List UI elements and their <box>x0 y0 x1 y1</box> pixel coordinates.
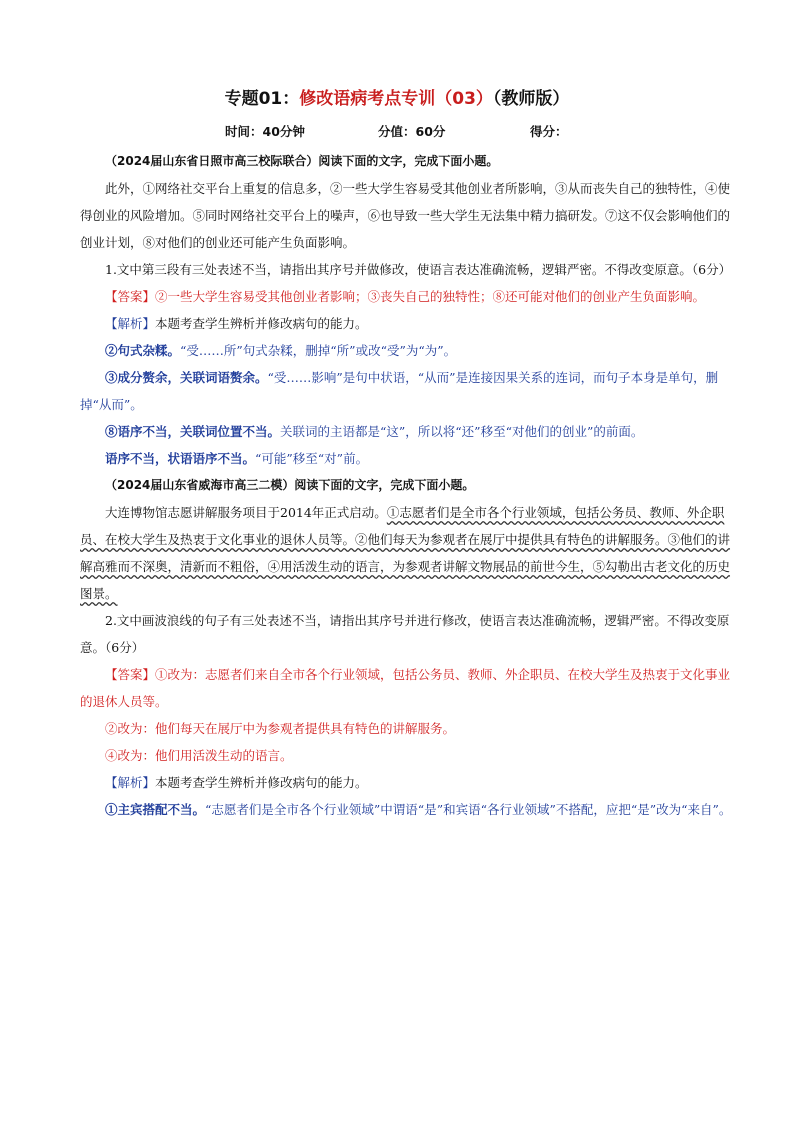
answer-text: ②一些大学生容易受其他创业者影响；③丧失自己的独特性；⑧还可能对他们的创业产生负面影响。 <box>155 289 706 304</box>
section1-answer <box>80 283 734 310</box>
section1-question: 1.文中第三段有三处表述不当，请指出其序号并做修改，使语言表达准确流畅，逻辑严密。不得改变原意。（6分） <box>105 262 732 277</box>
time-label: 时间：40分钟 <box>225 124 305 139</box>
section2-answer-2: ②改为：他们每天在展厅中为参观者提供具有特色的讲解服务。 <box>105 721 456 736</box>
title-prefix: 专题01： <box>224 89 300 109</box>
answer-tag: 【答案】 <box>105 289 156 304</box>
wavy-underlined-text: ①志愿者们是全市各个行业领域，包括公务员、教师、外企职员、在校大学生及热衷于文化事业的退休人员等。②他们每天为参观者在展厅中提供具有特色的讲解服务。③他们的讲解高雅而不深奥，清新而不粗俗，④用活泼生动的语言，为参观者讲解文物展品的前世今生，⑤勾勒出古老文化的历史图景。 <box>80 505 731 601</box>
analysis-item-2: ③成分赘余，关联词语赘余。“受……影响”是句中状语，“从而”是连接因果关系的连词，而句子本身是单句，删掉“从而”。 <box>80 370 719 412</box>
analysis-item-4: 语序不当，状语语序不当。“可能”移至“对”前。 <box>105 451 369 466</box>
title-main: 修改语病考点专训（03） <box>299 89 493 109</box>
section2-question: 2.文中画波浪线的句子有三处表述不当，请指出其序号并进行修改，使语言表达准确流畅，逻辑严密。不得改变原意。（6分） <box>80 613 730 655</box>
section1-analysis <box>80 310 734 337</box>
section1-passage: 此外，①网络社交平台上重复的信息多，②一些大学生容易受其他创业者所影响，③从而丧失自己的独特性，④使得创业的风险增加。⑤同时网络社交平台上的噪声，⑥也导致一些大学生无法集中精力搞研发。⑦这不仅会影响他们的创业计划，⑧对他们的创业还可能产生负面影响。 <box>80 181 731 250</box>
section2-passage: 大连博物馆志愿讲解服务项目于2014年正式启动。①志愿者们是全市各个行业领域，包括公务员、教师、外企职员、在校大学生及热衷于文化事业的退休人员等。②他们每天为参观者在展厅中提供具有特色的讲解服务。③他们的讲解高雅而不深奥，清新而不粗俗，④用活泼生动的语言，为参观者讲解文物展品的前世今生，⑤勾勒出古老文化的历史图景。 <box>80 505 731 601</box>
section2-answer-1: 【答案】①改为：志愿者们来自全市各个行业领域，包括公务员、教师、外企职员、在校大学生及热衷于文化事业的退休人员等。 <box>80 667 731 709</box>
section2-analysis: 【解析】本题考查学生辨析并修改病句的能力。 <box>105 775 368 790</box>
analysis-item-1: ②句式杂糅。“受……所”句式杂糅，删掉“所”或改“受”为“为”。 <box>105 343 457 358</box>
section1-source: （2024届山东省日照市高三校际联合）阅读下面的文字，完成下面小题。 <box>105 154 499 168</box>
got-label: 得分： <box>530 124 568 139</box>
analysis-item-3: ⑧语序不当，关联词位置不当。关联词的主语都是“这”，所以将“还”移至“对他们的创业”的前面。 <box>105 424 644 439</box>
analysis-text: 本题考查学生辨析并修改病句的能力。 <box>155 316 368 331</box>
content <box>80 148 734 823</box>
section2-source: （2024届山东省威海市高三二模）阅读下面的文字，完成下面小题。 <box>105 478 475 492</box>
page-title <box>0 84 794 109</box>
analysis-tag: 【解析】 <box>105 316 156 331</box>
section2-analysis-item: ①主宾搭配不当。“志愿者们是全市各个行业领域”中谓语“是”和宾语“各行业领域”不搭配，应把“是”改为“来自”。 <box>105 802 732 817</box>
score-label: 分值：60分 <box>378 124 446 139</box>
section2-answer-3: ④改为：他们用活泼生动的语言。 <box>105 748 293 763</box>
title-suffix: （教师版） <box>492 89 570 109</box>
